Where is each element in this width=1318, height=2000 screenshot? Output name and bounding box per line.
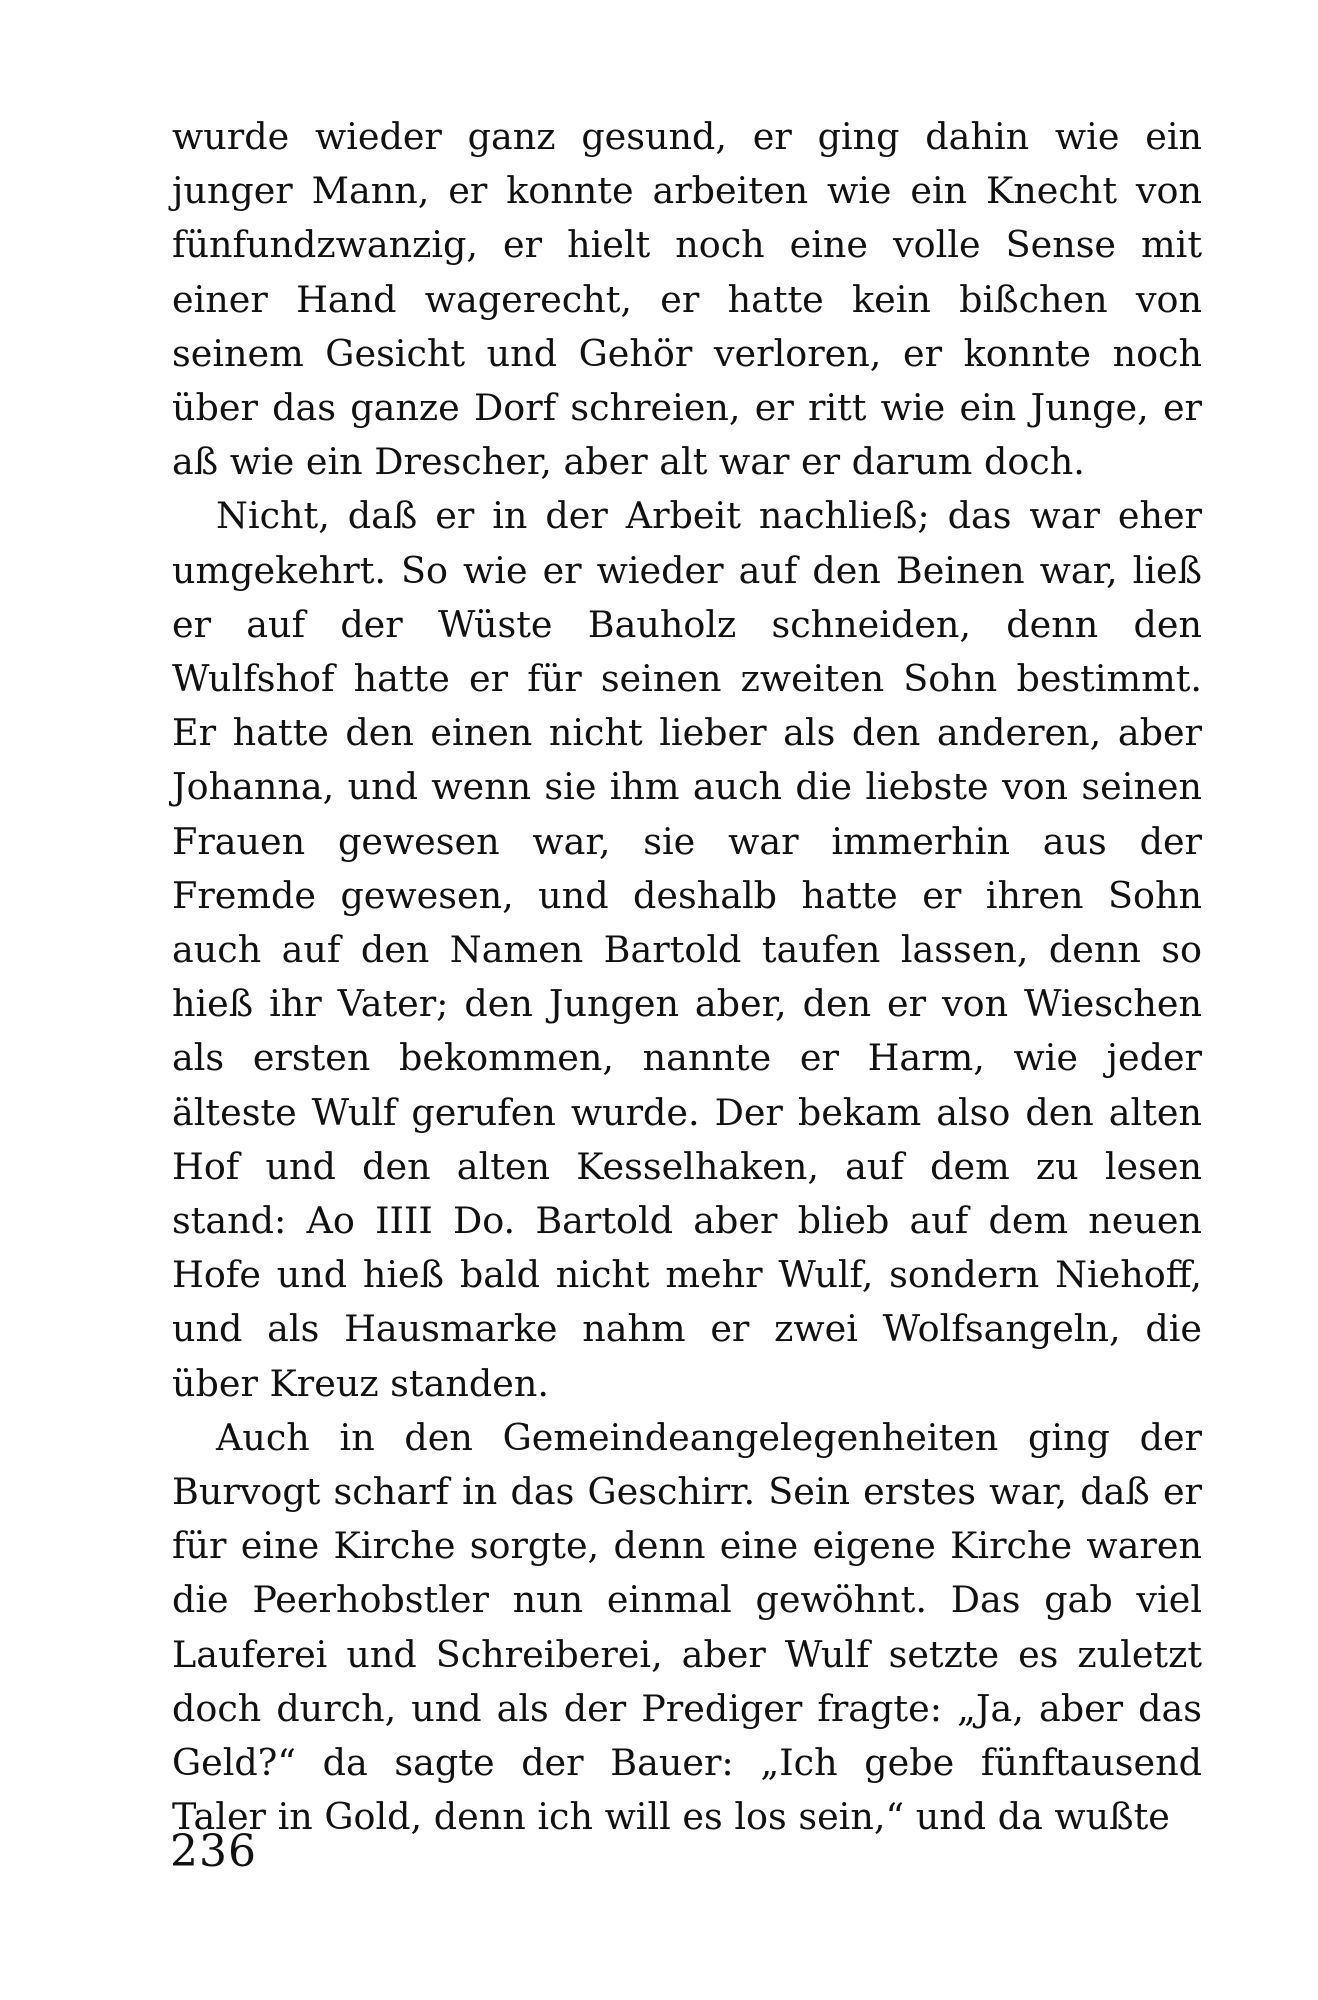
paragraph-1: wurde wieder ganz gesund, er ging dahin wie ein junger Mann, er konnte arbeiten wie ein Knecht von fünfundzwanzig, er hielt noch eine volle Sense mit einer Hand wagerecht, er hatte kein bißchen von seinem Gesicht und Gehör verloren, er konnte noch über das ganze Dorf schreien, er ritt wie ein Junge, er aß wie ein Drescher, aber alt war er darum doch. xyxy=(172,115,1202,484)
paragraph-3: Auch in den Gemeindeangelegenheiten ging der Burvogt scharf in das Geschirr. Sein erstes war, daß er für eine Kirche sorgte, denn eine eigene Kirche waren die Peerhobstler nun einmal gewöhnt. Das gab viel Lauferei und Schreiberei, aber Wulf setzte es zuletzt doch durch, und als der Prediger fragte: „Ja, aber das Geld?“ da sagte der Bauer: „Ich gebe fünftausend Taler in Gold, denn ich will es los sein,“ und da wußte xyxy=(172,1415,1202,1839)
page-number: 236 xyxy=(170,1826,257,1877)
body-text xyxy=(172,110,1202,1845)
paragraph-2: Nicht, daß er in der Arbeit nachließ; das war eher umgekehrt. So wie er wieder auf den Beinen war, ließ er auf der Wüste Bauholz schneiden, denn den Wulfshof hatte er für seinen zweiten Sohn bestimmt. Er hatte den einen nicht lieber als den anderen, aber Johanna, und wenn sie ihm auch die liebste von seinen Frauen gewesen war, sie war immerhin aus der Fremde gewesen, und deshalb hatte er ihren Sohn auch auf den Namen Bartold taufen lassen, denn so hieß ihr Vater; den Jungen aber, den er von Wieschen als ersten bekommen, nannte er Harm, wie jeder älteste Wulf gerufen wurde. Der bekam also den alten Hof und den alten Kesselhaken, auf dem zu lesen stand: Ao IIII Do. Bartold aber blieb auf dem neuen Hofe und hieß bald nicht mehr Wulf, sondern Niehoff, und als Hausmarke nahm er zwei Wolfsangeln, die über Kreuz standen. xyxy=(172,494,1202,1405)
